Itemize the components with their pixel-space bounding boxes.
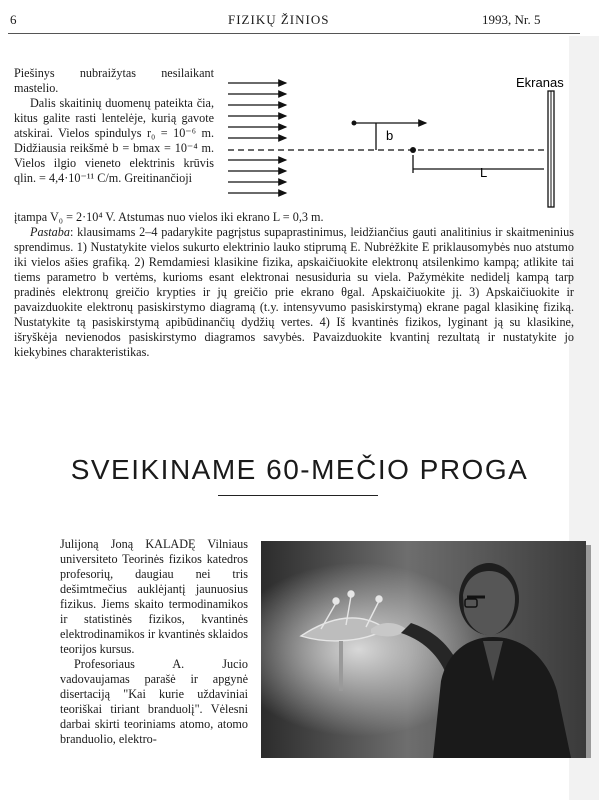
headline-rule bbox=[218, 495, 378, 496]
feature-headline: SVEIKINAME 60-MEČIO PROGA bbox=[70, 454, 529, 485]
tribute-column bbox=[60, 537, 248, 747]
journal-title: FIZIKŲ ŽINIOS bbox=[228, 12, 330, 27]
issue-label: 1993, Nr. 5 bbox=[482, 12, 541, 27]
article-wide-column bbox=[14, 210, 574, 360]
distance-label: L bbox=[480, 165, 488, 180]
screen-label: Ekranas bbox=[516, 75, 564, 90]
note-text: : klausimams 2–4 padarykite pagrįstus supaprastinimus, leidžiančius gauti analitinius ir skaitmeninius sprendimus. 1) Nustatykite vielos sukurto elektrinio lauko stiprumą E. Nubrėžkite E priklausomybės nuo atstumo iki vielos ašies grafiką. 2) Remdamiesi klasikine fizika, apskaičiuokite elektronų atsilenkimo kampą; atlikite tai tiems parametro b vertėms, kurioms esant elektronai nesusiduria su viela. Pažymėkite nedidelį kampą tarp pradinės elektronų greičio krypties ir jų greičio prie ekrano θgal. Apskaičiuokite jį. 3) Apskaičiuokite ir pavaizduokite elektronų pasiskirstymo diagramą (t.y. intensyvumo pasiskirstymą) ekrane pagal klasikinę fiziką. Nustatykite tą pasiskirstymą apibūdinančių dydžių vertes. 4) Iš kvantinės fizikos, lyginant ją su klasikine, išryškėja nevienodos pasiskirstymo diagramos savybės. Pavaizduokite kvantinį rezultatą ir nustatykite jo kiekybines charakteristikas. bbox=[14, 225, 574, 359]
note-paragraph bbox=[14, 225, 574, 360]
tribute-paragraph: Profesoriaus A. Jucio vadovaujamas parašė ir apgynė disertaciją "Kai kurie uždaviniai teoriškai tiriant branduolį". Vėlesni darbai skirti teoriniams atomo, atomo branduolio, elektro- bbox=[60, 657, 248, 746]
electron-wire-diagram bbox=[226, 73, 588, 213]
tribute-paragraph: Julijoną Joną KALADĘ Vilniaus universiteto Teorinės fizikos katedros profesorių, daugiau nei tris dešimtmečius auklėjantį jaunuosius fizikus. Jiems skaito termodinamikos ir statistinės fizikos, kvantinės elektrodinamikos ir kvantinės sklaidos teorijos kursus. bbox=[60, 537, 248, 656]
professor-photo bbox=[261, 541, 586, 758]
drawing-note-paragraph: Piešinys nubraižytas nesilaikant mastelio. bbox=[14, 66, 214, 95]
page-number: 6 bbox=[10, 12, 17, 27]
header-rule bbox=[8, 33, 580, 34]
note-label: Pastaba bbox=[30, 225, 70, 239]
wire-cross-section bbox=[410, 147, 416, 153]
data-paragraph: Dalis skaitinių duomenų pateikta čia, kitus galite rasti lentelėje, kurią gavote atskirai. Vielos spindulys r₀ = 10⁻⁶ m. Didžiausia reikšmė b = bmax = 10⁻⁴ m. Vielos ilgio vieneto elektrinis krūvis qlin. = 4,4·10⁻¹¹ C/m. Greitinančioji bbox=[14, 96, 214, 185]
voltage-line: įtampa V₀ = 2·10⁴ V. Atstumas nuo vielos iki ekrano L = 0,3 m. bbox=[14, 210, 324, 224]
electron-beam-arrows bbox=[228, 83, 286, 193]
photo-edge-stripe bbox=[586, 545, 591, 758]
impact-parameter-label: b bbox=[386, 128, 394, 143]
article-narrow-column bbox=[14, 66, 214, 186]
electron-dot bbox=[352, 121, 357, 126]
